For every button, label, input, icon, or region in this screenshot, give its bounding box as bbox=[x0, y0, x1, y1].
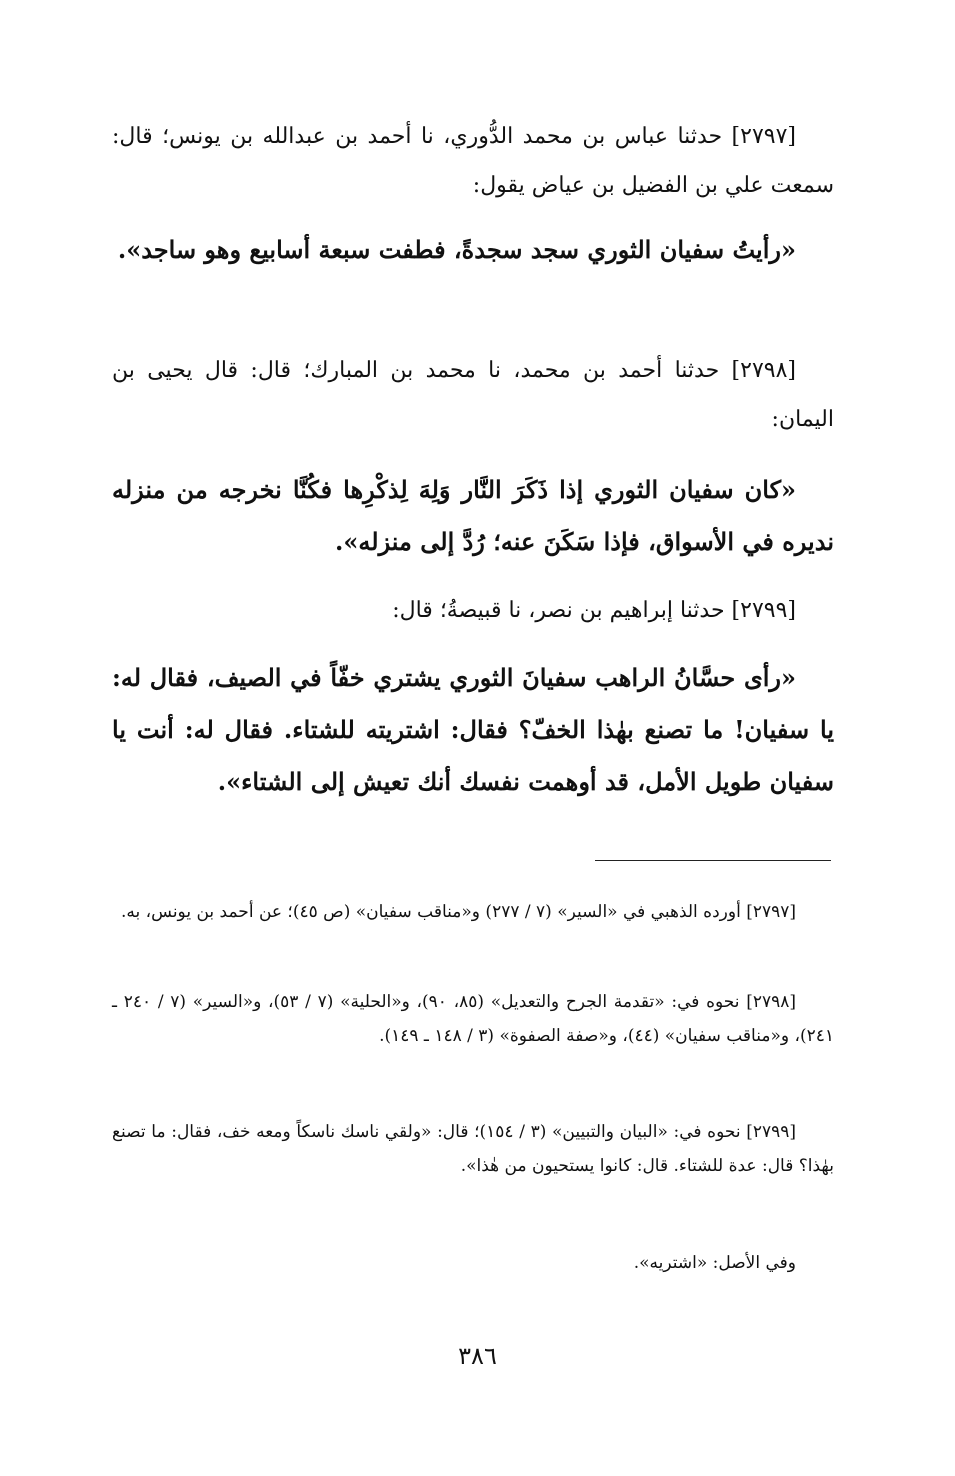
footnote-2797: [٢٧٩٧] أورده الذهبي في «السير» (٧ / ٢٧٧) و«مناقب سفيان» (ص ٤٥)؛ عن أحمد بن يونس، به. bbox=[121, 902, 796, 922]
entry-2798 bbox=[112, 346, 834, 444]
quote-2797-block bbox=[112, 224, 834, 276]
footnote-2799-block bbox=[112, 1115, 834, 1183]
footnote-2798: [٢٧٩٨] نحوه في: «تقدمة الجرح والتعديل» (٨٥، ٩٠)، و«الحلية» (٧ / ٥٣)، و«السير» (٧ / ٢٤٠ ـ ٢٤١)، و«مناقب سفيان» (٤٤)، و«صفة الصفوة» (٣ / ١٤٨ ـ ١٤٩). bbox=[112, 992, 834, 1046]
quote-2799-block bbox=[112, 652, 834, 808]
entry-2797 bbox=[112, 112, 834, 210]
footnote-2797-block bbox=[112, 895, 834, 929]
narration-2798: [٢٧٩٨] حدثنا أحمد بن محمد، نا محمد بن المبارك؛ قال: قال يحيى بن اليمان: bbox=[112, 358, 834, 432]
footnote-original-note: وفي الأصل: «اشتريه». bbox=[633, 1253, 796, 1273]
quote-2798: «كان سفيان الثوري إذا ذَكَرَ النَّار وَلِهَ لِذكْرِها فكُنَّا نخرجه من منزله نديره في الأسواق، فإذا سَكَنَ عنه؛ رُدَّ إلى منزله». bbox=[112, 475, 834, 556]
quote-2797: «رأيتُ سفيان الثوري سجد سجدةً، فطفت سبعة أسابيع وهو ساجد». bbox=[117, 235, 796, 264]
quote-2798-block bbox=[112, 464, 834, 568]
footnote-note-block bbox=[112, 1246, 834, 1280]
footnote-divider bbox=[595, 860, 831, 861]
entry-2799 bbox=[112, 586, 834, 635]
page-number: ٣٨٦ bbox=[458, 1342, 497, 1370]
footnote-2799: [٢٧٩٩] نحوه في: «البيان والتبيين» (٣ / ١٥٤)؛ قال: «ولقي ناسك ناسكاً ومعه خف، فقال: ما تصنع بهٰذا؟ قال: عدة للشتاء. قال: كانوا يستحيون من هٰذا». bbox=[112, 1122, 834, 1176]
footnote-2798-block bbox=[112, 985, 834, 1053]
narration-2799: [٢٧٩٩] حدثنا إبراهيم بن نصر، نا قبيصةُ؛ قال: bbox=[392, 598, 796, 623]
quote-2799: «رأى حسَّانُ الراهب سفيانَ الثوري يشتري خفّاً في الصيف، فقال له: يا سفيان! ما تصنع بهٰذا الخفّ؟ فقال: اشتريته للشتاء. فقال له: أنت يا سفيان طويل الأمل، قد أوهمت نفسك أنك تعيش إلى الشتاء». bbox=[112, 663, 834, 796]
narration-2797: [٢٧٩٧] حدثنا عباس بن محمد الدُّوري، نا أحمد بن عبدالله بن يونس؛ قال: سمعت علي بن الفضيل بن عياض يقول: bbox=[112, 124, 834, 198]
